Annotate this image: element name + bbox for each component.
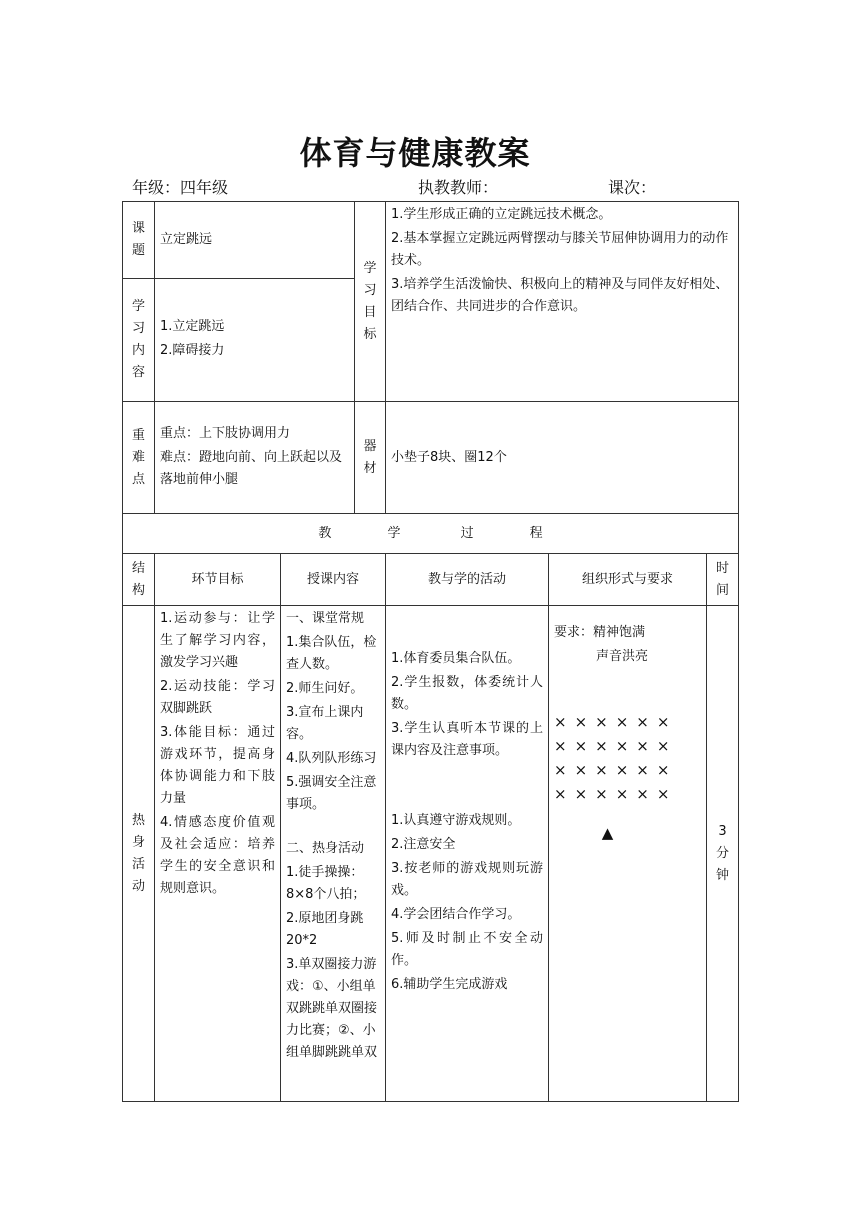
col-activity: 教与学的活动 xyxy=(386,554,549,606)
col-structure: 结 构 xyxy=(123,554,155,606)
content-item: 2.障碍接力 xyxy=(160,343,225,358)
warmup-goal: 2.运动技能：学习双脚跳跃 xyxy=(160,679,275,716)
activity-line: 3.学生认真听本节课的上课内容及注意事项。 xyxy=(391,721,544,758)
activity-line: 1.体育委员集合队伍。 xyxy=(391,651,521,666)
warmup-goals xyxy=(155,606,281,1102)
activity-line: 2.学生报数，体委统计人数。 xyxy=(391,675,544,712)
content-line: 1.徒手操操：8×8个八拍； xyxy=(286,865,366,902)
equipment-label: 器 材 xyxy=(355,402,386,514)
key-points xyxy=(155,402,355,514)
warmup-time: 3 分 钟 xyxy=(707,606,739,1102)
col-goal: 环节目标 xyxy=(155,554,281,606)
goal-item: 1.学生形成正确的立定跳远技术概念。 xyxy=(391,207,612,222)
content-line: 3.宣布上课内容。 xyxy=(286,705,364,742)
org-requirement: 要求：精神饱满 xyxy=(554,625,646,640)
lesson-plan-table xyxy=(122,201,739,1102)
content-item: 1.立定跳远 xyxy=(160,319,225,334)
activity-line: 6.辅助学生完成游戏 xyxy=(391,977,508,992)
content-line: 二、热身活动 xyxy=(286,841,365,856)
warmup-activities xyxy=(386,606,549,1102)
activity-line: 2.注意安全 xyxy=(391,837,456,852)
lesson-number-label: 课次： xyxy=(608,178,657,197)
formation-row: ×××××× xyxy=(554,713,678,731)
warmup-goal: 4.情感态度价值观及社会适应：培养学生的安全意识和规则意识。 xyxy=(160,815,275,896)
content-line: 2.原地团身跳20*2 xyxy=(286,911,364,948)
warmup-label: 热 身 活 动 xyxy=(123,606,155,1102)
equipment-value: 小垫子8块、圈12个 xyxy=(386,402,739,514)
teacher-label: 执教教师： xyxy=(418,178,499,197)
activity-line: 3.按老师的游戏规则玩游戏。 xyxy=(391,861,544,898)
activity-line: 4.学会团结合作学习。 xyxy=(391,907,521,922)
warmup-content xyxy=(281,606,386,1102)
content-line: 3.单双圈接力游戏：①、小组单双跳跳单双圈接力比赛；②、小组单脚跳跳单双 xyxy=(286,957,378,1060)
content-line: 5.强调安全注意事项。 xyxy=(286,775,377,812)
warmup-goal: 3.体能目标：通过游戏环节，提高身体协调能力和下肢力量 xyxy=(160,725,275,806)
topic-label: 课 题 xyxy=(123,202,155,279)
content-line: 一、课堂常规 xyxy=(286,611,365,626)
activity-line: 5.师及时制止不安全动作。 xyxy=(391,931,544,968)
content-line: 4.队列队形练习 xyxy=(286,751,377,766)
content-line: 1.集合队伍，检查人数。 xyxy=(286,635,377,672)
org-requirement-2: 声音洪亮 xyxy=(596,649,649,664)
goal-item: 3.培养学生活泼愉快、积极向上的精神及与同伴友好相处、团结合作、共同进步的合作意识。 xyxy=(391,277,729,314)
grade-label: 年级：四年级 xyxy=(132,178,229,197)
goal-label: 学 习 目 标 xyxy=(355,202,386,402)
warmup-goal: 1.运动参与：让学生了解学习内容，激发学习兴趣 xyxy=(160,611,275,670)
formation-row: ×××××× xyxy=(554,785,678,803)
content-items xyxy=(155,279,355,402)
page-title: 体育与健康教案 xyxy=(299,134,531,172)
content-line: 2.师生问好。 xyxy=(286,681,364,696)
formation-row: ×××××× xyxy=(554,761,678,779)
difficult-point: 难点：蹬地向前、向上跃起以及落地前伸小腿 xyxy=(160,449,343,487)
col-content: 授课内容 xyxy=(281,554,386,606)
formation-row: ×××××× xyxy=(554,737,678,755)
col-time: 时 间 xyxy=(707,554,739,606)
key-points-label: 重 难 点 xyxy=(123,402,155,514)
content-label: 学 习 内 容 xyxy=(123,279,155,402)
goal-item: 2.基本掌握立定跳远两臂摆动与膝关节屈伸协调用力的动作技术。 xyxy=(391,231,729,268)
process-title: 教 学 过 程 xyxy=(123,514,739,554)
warmup-organization xyxy=(549,606,707,1102)
topic-value: 立定跳远 xyxy=(155,202,355,279)
learning-goals xyxy=(386,202,739,402)
activity-line: 1.认真遵守游戏规则。 xyxy=(391,813,521,828)
col-org: 组织形式与要求 xyxy=(549,554,707,606)
key-point: 重点：上下肢协调用力 xyxy=(160,425,291,441)
teacher-position-marker: ▲ xyxy=(601,824,614,842)
